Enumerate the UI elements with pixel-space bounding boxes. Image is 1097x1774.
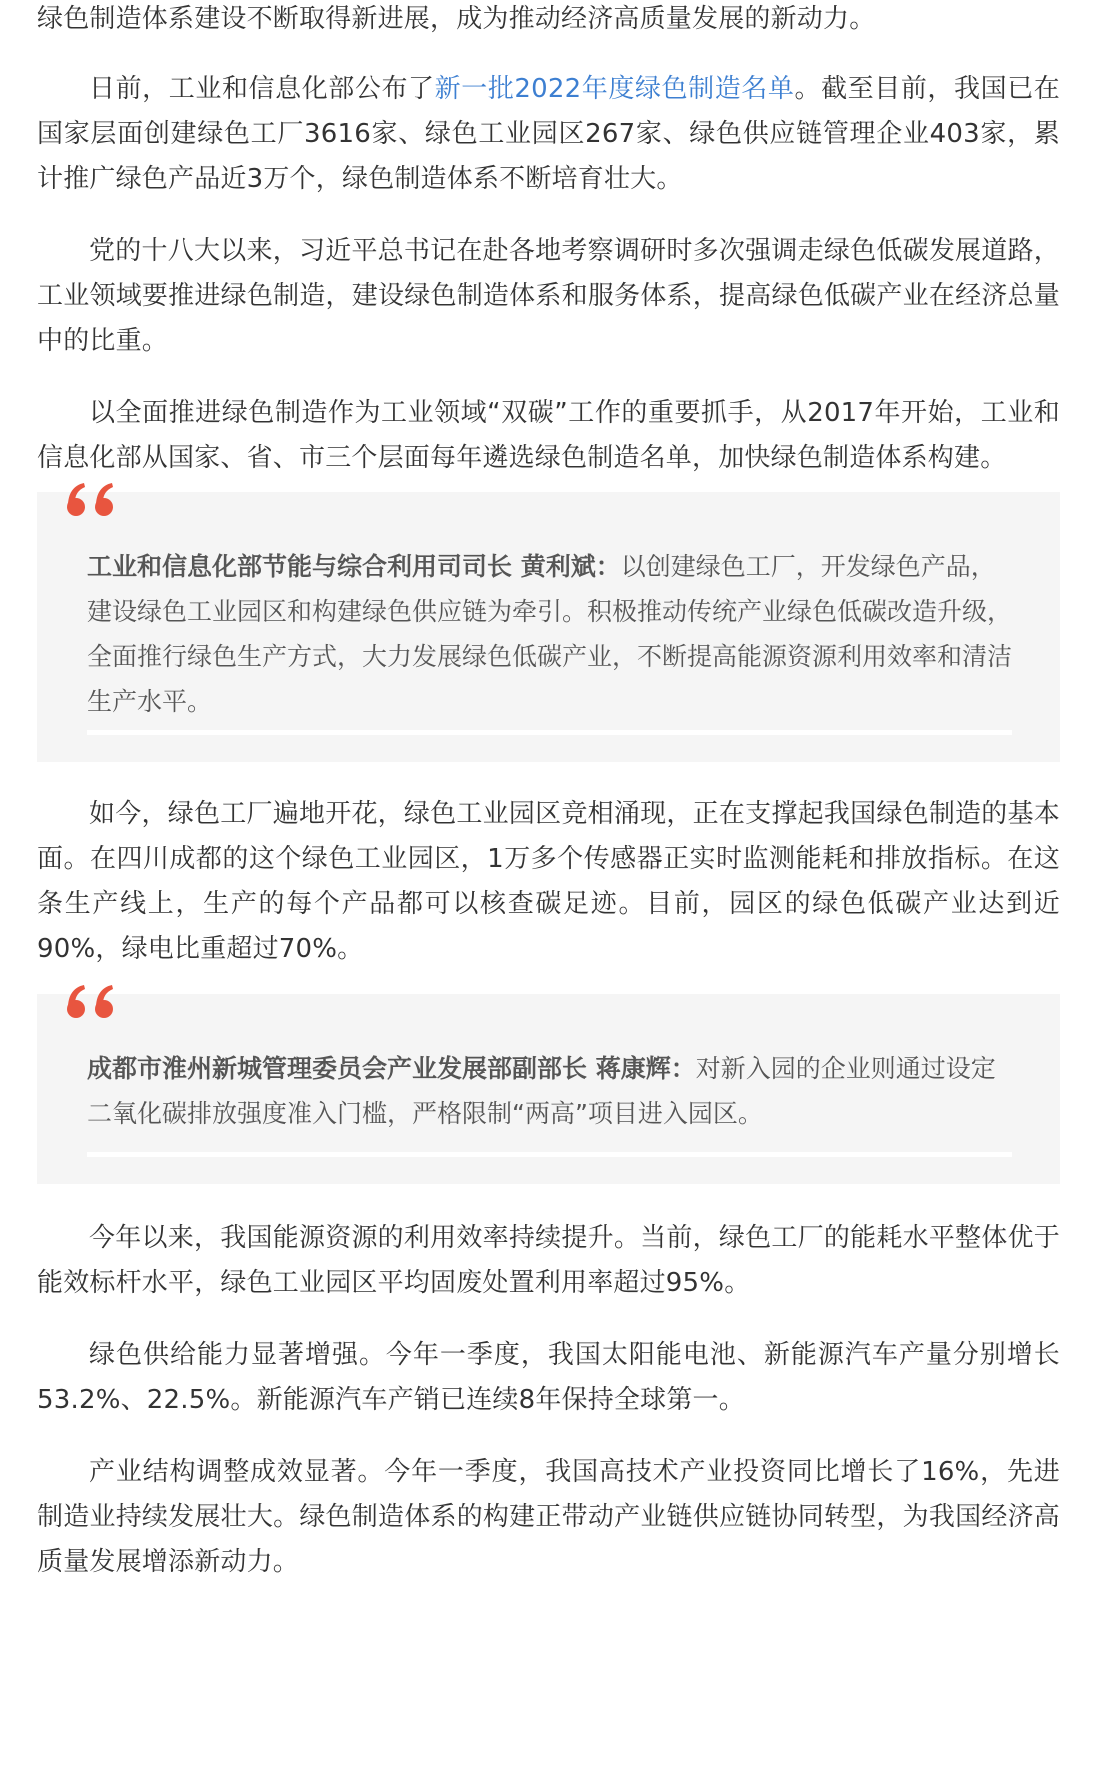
paragraph-efficiency: 今年以来，我国能源资源的利用效率持续提升。当前，绿色工厂的能耗水平整体优于能效标杆水平，绿色工业园区平均固废处置利用率超过95%。 — [37, 1223, 1060, 1298]
quote-speaker: 工业和信息化部节能与综合利用司司长 黄利斌： — [87, 552, 621, 581]
quote-mark-icon — [63, 980, 123, 1020]
paragraph-text-before-link: 日前，工业和信息化部公布了 — [89, 74, 435, 104]
paragraph-since-2017: 以全面推进绿色制造作为工业领域“双碳”工作的重要抓手，从2017年开始，工业和信息化部从国家、省、市三个层面每年遴选绿色制造名单，加快绿色制造体系构建。 — [37, 398, 1060, 473]
paragraph-text-after-link: 。截至目前，我国已在国家层面创建绿色工厂3616家、绿色工业园区267家、绿色供应链管理企业403家，累计推广绿色产品近3万个，绿色制造体系不断培育壮大。 — [37, 74, 1060, 194]
paragraph-list-announcement — [37, 67, 1060, 202]
quote-body: 对新入园的企业则通过设定二氧化碳排放强度准入门槛，严格限制“两高”项目进入园区。 — [87, 1054, 996, 1128]
quote-body: 以创建绿色工厂，开发绿色产品，建设绿色工业园区和构建绿色供应链为牵引。积极推动传统产业绿色低碳改造升级，全面推行绿色生产方式，大力发展绿色低碳产业，不断提高能源资源利用效率和清洁生产水平。 — [87, 552, 1013, 716]
quote-mark-icon — [63, 478, 123, 518]
quote-text-jiang — [87, 1046, 1012, 1136]
paragraph-policy: 党的十八大以来，习近平总书记在赴各地考察调研时多次强调走绿色低碳发展道路，工业领域要推进绿色制造，建设绿色制造体系和服务体系，提高绿色低碳产业在经济总量中的比重。 — [37, 236, 1060, 356]
quote-divider — [87, 1152, 1012, 1157]
quote-block-huang — [37, 492, 1060, 762]
quote-divider — [87, 730, 1012, 735]
paragraph-green-supply: 绿色供给能力显著增强。今年一季度，我国太阳能电池、新能源汽车产量分别增长53.2%、22.5%。新能源汽车产销已连续8年保持全球第一。 — [37, 1340, 1060, 1415]
article-bottom — [37, 1216, 1060, 1585]
article-top — [37, 0, 1060, 481]
paragraph-chengdu-park: 如今，绿色工厂遍地开花，绿色工业园区竞相涌现，正在支撑起我国绿色制造的基本面。在四川成都的这个绿色工业园区，1万多个传感器正实时监测能耗和排放指标。在这条生产线上，生产的每个产品都可以核查碳足迹。目前，园区的绿色低碳产业达到近90%，绿电比重超过70%。 — [37, 799, 1060, 964]
quote-block-jiang — [37, 994, 1060, 1184]
quote-speaker: 成都市淮州新城管理委员会产业发展部副部长 蒋康辉： — [87, 1054, 696, 1083]
article-middle — [37, 792, 1060, 972]
quote-text-huang — [87, 544, 1012, 724]
paragraph-industrial-structure: 产业结构调整成效显著。今年一季度，我国高技术产业投资同比增长了16%，先进制造业持续发展壮大。绿色制造体系的构建正带动产业链供应链协同转型，为我国经济高质量发展增添新动力。 — [37, 1457, 1060, 1577]
paragraph-intro: 绿色制造体系建设不断取得新进展，成为推动经济高质量发展的新动力。 — [37, 4, 876, 34]
green-manufacturing-list-link[interactable]: 新一批2022年度绿色制造名单 — [434, 74, 795, 104]
